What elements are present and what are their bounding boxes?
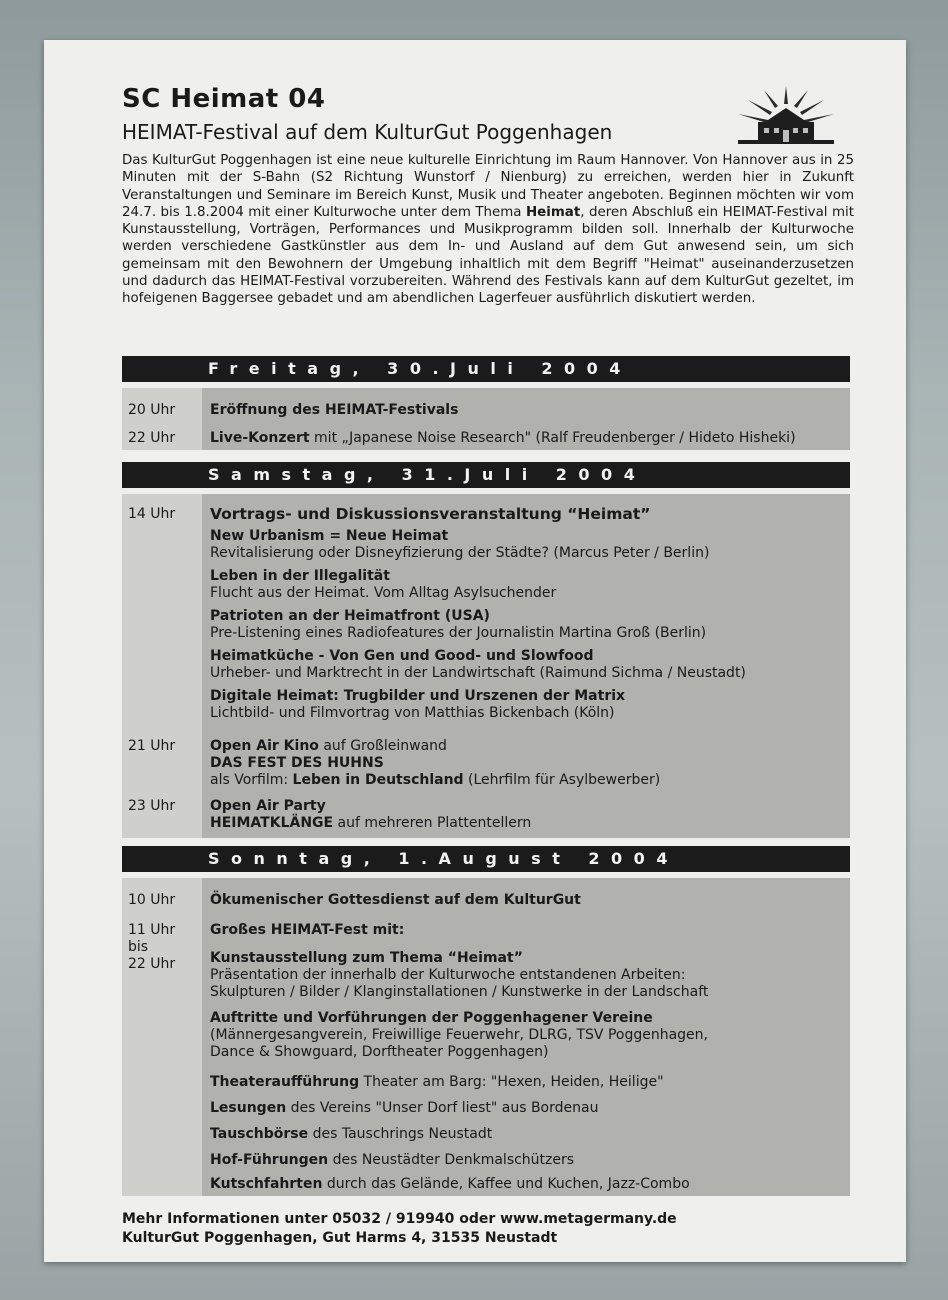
flyer-card [44, 40, 906, 1262]
footer-info-line: Mehr Informationen unter 05032 / 919940 oder www.metagermany.de [122, 1211, 677, 1227]
footer-contact [122, 1210, 677, 1248]
footer-address-line: KulturGut Poggenhagen, Gut Harms 4, 31535 Neustadt [122, 1230, 558, 1246]
kulturgut-logo-icon [734, 84, 838, 146]
day-header-saturday: Samstag, 31.Juli 2004 [122, 462, 850, 488]
day-header-sunday: Sonntag, 1.August 2004 [122, 846, 850, 872]
flyer-subtitle: HEIMAT-Festival auf dem KulturGut Poggenhagen [122, 120, 613, 144]
saturday-program: 14 Uhr Vortrags- und Diskussionsveranstaltung “Heimat” New Urbanism = Neue Heimat Revitalisierung oder Disneyfizierung der Städte? (Marcus Peter / Berlin) Leben in der Illegalität Flucht aus der Heimat. Vom Alltag Asylsuchender Patrioten an der Heimatfront (USA) Pre-Listening eines Radiofeatures der Journalistin Martina Groß (Berlin) Heimatküche - Von Gen und Good- und Slowfood Urheber- und Marktrecht in der Landwirtschaft (Raimund Sichma / Neustadt) Digitale Heimat: Trugbilder und Urszenen der Matrix Lichtbild- und Filmvortrag von Matthias Bickenbach (Köln) 21 Uhr Open Air Kino auf Großleinwand DAS FEST DES HUHNS als Vorfilm: Leben in Deutschland (Lehrfilm für Asylbewerber) 23 Uhr Open Air Party HEIMATKLÄNGE auf mehreren Plattentellern [122, 494, 850, 838]
intro-text: Das KulturGut Poggenhagen ist eine neue kulturelle Einrichtung im Raum Hannover. Von Hannover aus in 25 Minuten mit der S-Bahn (S2 Richtung Wunstorf / Nienburg) zu erreichen, werden hier in Zukunft Veranstaltungen und Seminare im Bereich Kunst, Musik und Theater angeboten. Beginnen möchten wir vom 24.7. bis 1.8.2004 mit einer Kulturwoche unter dem Thema Heimat, deren Abschluß ein HEIMAT-Festival mit Kunstausstellung, Vorträgen, Performances und Musikprogramm bilden soll. Innerhalb der Kulturwoche werden verschiedene Gastkünstler aus dem In- und Ausland auf dem Gut anwesend sein, um sich gemeinsam mit den Bewohnern der Umgebung inhaltlich mit dem Begriff "Heimat" auseinanderzusetzen und dadurch das HEIMAT-Festival vorzubereiten. Während des Festivals kann auf dem KulturGut gezeltet, im hofeigenen Baggersee gebadet und am abendlichen Lagerfeuer ausführlich diskutiert werden. [122, 153, 854, 307]
day-header-friday: Freitag, 30.Juli 2004 [122, 356, 850, 382]
sunday-program: 10 Uhr Ökumenischer Gottesdienst auf dem KulturGut 11 Uhr bis 22 Uhr Großes HEIMAT-Fest mit: Kunstausstellung zum Thema “Heimat” Präsentation der innerhalb der Kulturwoche entstandenen Arbeiten: Skulpturen / Bilder / Klanginstallationen / Kunstwerke in der Landschaft Auftritte und Vorführungen der Poggenhagener Vereine (Männergesangverein, Freiwillige Feuerwehr, DLRG, TSV Poggenhagen, Dance & Showguard, Dorftheater Poggenhagen) Theateraufführung Theater am Barg: "Hexen, Heiden, Heilige" Lesungen des Vereins "Unser Dorf liest" aus Bordenau Tauschbörse des Tauschrings Neustadt Hof-Führungen des Neustädter Denkmalschützers Kutschfahrten durch das Gelände, Kaffee und Kuchen, Jazz-Combo [122, 878, 850, 1196]
friday-program: 20 Uhr Eröffnung des HEIMAT-Festivals 22 Uhr Live-Konzert mit „Japanese Noise Research" (Ralf Freudenberger / Hideto Hisheki) [122, 388, 850, 450]
flyer-title: SC Heimat 04 [122, 84, 326, 114]
